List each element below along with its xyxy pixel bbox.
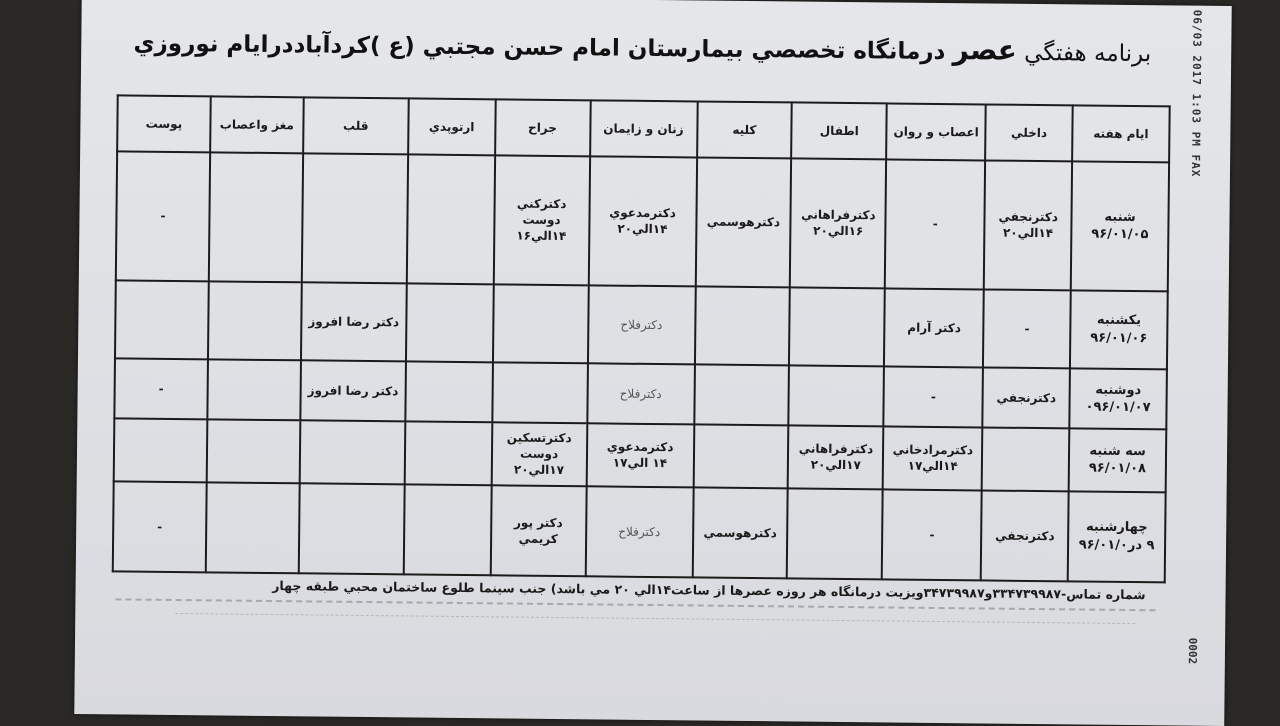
cell-text (699, 325, 786, 326)
cell-text: ۱۶الي۲۰ (813, 223, 864, 239)
fax-page-number: 0002 (1185, 637, 1200, 665)
schedule-table (112, 94, 1171, 583)
schedule-cell (790, 158, 886, 288)
cell-text (986, 459, 1065, 460)
cell-text: دكترفراهاني (798, 441, 874, 457)
day-date: ۹۶/۰۱/۰۶ (1090, 330, 1148, 346)
schedule-cell (405, 422, 492, 485)
schedule-cell (884, 366, 984, 427)
schedule-cell (490, 485, 586, 576)
cell-text (212, 389, 297, 390)
cell-text: دكترنجفي (996, 390, 1057, 406)
day-name: چهارشنبه (1085, 519, 1148, 536)
cell-text: ۱۴ الي۱۷ (612, 455, 668, 471)
cell-text (794, 326, 881, 327)
schedule-cell (299, 483, 405, 575)
cell-text: - (158, 381, 164, 396)
day-date: ۹۶/۰۱/۰۵ (1091, 226, 1149, 243)
schedule-cell (695, 286, 791, 365)
cell-text: دكترمدعوي (606, 439, 674, 455)
cell-text: - (1024, 321, 1030, 336)
cell-text (793, 396, 880, 397)
cell-text: دكترهوسمي (703, 525, 777, 540)
title-part2: درمانگاه تخصصي بيمارستان امام حسن مجتبي (ع )کردآباددرايام نوروزي (133, 30, 946, 66)
cell-text: دكترمرادخاني (892, 442, 974, 458)
schedule-cell (588, 156, 696, 286)
cell-text (497, 323, 584, 324)
day-date: ۹ در۹۶/۰۱/۰ (1078, 537, 1155, 554)
schedule-cell (300, 360, 406, 421)
day-name: يكشنبه (1096, 312, 1142, 329)
schedule-cell (404, 484, 492, 575)
cell-text: دكتر رضا افروز (307, 383, 399, 399)
cell-text: ۱۴الي۱۶ (516, 228, 567, 244)
schedule-cell (301, 282, 407, 361)
table-row (116, 151, 1169, 291)
cell-text: دكترفلاح (618, 524, 661, 539)
cell-text: دكترتسكين (506, 430, 572, 446)
cell-text (698, 456, 785, 457)
cell-text (306, 218, 403, 219)
cell-text: دكترنجفي (998, 209, 1058, 225)
cell-text: دكترهوسمي (706, 214, 781, 230)
cell-text (119, 319, 204, 320)
cell-text: ۱۴الي۲۰ (617, 221, 668, 237)
schedule-cell (982, 428, 1069, 491)
day-date: ۰۹۶/۰۱/۰۷ (1085, 399, 1151, 416)
cell-text: دوست (522, 212, 561, 228)
column-header: پوست (117, 95, 211, 152)
schedule-cell (789, 287, 885, 366)
schedule-cell (981, 490, 1069, 581)
cell-text: ۱۷الي۲۰ (513, 463, 565, 478)
cell-text: ۱۷الي۲۰ (810, 458, 861, 473)
cell-text: دكتركني (516, 196, 567, 212)
cell-text (118, 450, 203, 451)
cell-text: دكترفلاح (620, 317, 663, 332)
schedule-cell (208, 281, 302, 360)
column-header: جراح (495, 99, 590, 156)
schedule-cell (209, 152, 303, 282)
schedule-cell (788, 426, 884, 489)
schedule-cell (693, 425, 789, 488)
cell-text (408, 529, 487, 530)
cell-text: دكتر رضا افروز (308, 314, 400, 330)
column-header: اعصاب و روان (886, 103, 986, 160)
column-header: مغز واعصاب (210, 96, 303, 153)
cell-text: - (157, 519, 163, 534)
cell-text (698, 395, 785, 396)
schedule-cell (492, 362, 588, 423)
cell-text: - (160, 209, 166, 224)
schedule-cell (884, 288, 984, 367)
cell-text: دوست (519, 446, 559, 462)
cell-text: ۱۴الي۲۰ (1002, 225, 1054, 241)
cell-text: - (930, 389, 936, 404)
cell-text (792, 533, 879, 534)
dotted-rule-faint (175, 613, 1135, 624)
table-row (113, 481, 1166, 582)
column-header: اطفال (792, 102, 887, 159)
schedule-cell (406, 283, 494, 362)
column-header: ارتوپدي (408, 98, 495, 155)
cell-text: دكتر آرام (907, 320, 962, 335)
cell-text (304, 452, 401, 453)
cell-text (411, 219, 490, 220)
cell-text (212, 320, 297, 321)
schedule-cell (885, 159, 985, 289)
cell-text (210, 527, 295, 528)
day-name: سه شنبه (1089, 443, 1146, 460)
day-cell (1069, 368, 1167, 429)
schedule-cell (207, 420, 301, 483)
schedule-cell (787, 488, 883, 579)
cell-text (409, 392, 488, 393)
schedule-cell (692, 487, 788, 578)
cell-text (213, 217, 298, 218)
column-header: زنان و زايمان (590, 100, 698, 157)
schedule-cell (585, 486, 693, 578)
day-cell (1071, 161, 1169, 291)
schedule-cell (116, 151, 210, 281)
schedule-cell (493, 155, 589, 285)
day-name: دوشنبه (1095, 382, 1142, 398)
cell-text: دكتر پور (514, 515, 563, 530)
schedule-cell (115, 280, 209, 359)
schedule-cell (300, 421, 406, 484)
column-header: قلب (303, 97, 409, 154)
schedule-cell (789, 365, 885, 426)
title-emphasis: عصر (952, 33, 1018, 67)
day-date: ۹۶/۰۱/۰۸ (1088, 460, 1147, 477)
schedule-cell (302, 153, 408, 283)
table-row (114, 358, 1167, 429)
schedule-cell (883, 427, 983, 490)
schedule-cell (587, 363, 695, 424)
schedule-cell (695, 157, 791, 287)
fax-header-stamp: 06/03 2017 1:03 PM FAX (1188, 9, 1204, 178)
schedule-cell (114, 358, 208, 419)
cell-text: كريمي (518, 531, 558, 546)
table-row (115, 280, 1168, 369)
schedule-cell (586, 424, 694, 487)
title-part1: برنامه هفتگي (1024, 39, 1152, 68)
schedule-cell (983, 367, 1070, 428)
schedule-cell (113, 481, 207, 572)
cell-text: ۱۴الي۱۷ (907, 459, 958, 474)
cell-text (409, 453, 488, 454)
cell-text: دكترمدعوي (609, 205, 676, 221)
schedule-cell (206, 482, 300, 573)
column-header: داخلي (985, 104, 1072, 161)
column-header: ايام هفته (1072, 105, 1169, 162)
cell-text (496, 392, 583, 393)
cell-text (211, 451, 296, 452)
cell-text: دكترنجفي (995, 528, 1055, 543)
contact-note: شماره تماس-۳۳۴۷۳۹۹۸۷و۳۴۷۳۹۹۸۷ويزيت درمانگاه هر روزه عصرها از ساعت۱۴الي ۲۰ مي باشد) جنب سينما طلوع ساختمان محبي طبقه چهار (272, 578, 1146, 603)
schedule-cell (407, 154, 495, 284)
day-name: شنبه (1104, 209, 1136, 225)
schedule-cell (207, 359, 301, 420)
schedule-cell (984, 160, 1072, 290)
day-cell (1070, 290, 1168, 369)
cell-text: دكترفراهاني (801, 207, 876, 223)
cell-text (303, 528, 400, 529)
schedule-cell (114, 419, 208, 482)
schedule-cell (983, 289, 1071, 368)
cell-text: دكترفلاح (619, 386, 662, 402)
cell-text (410, 322, 489, 323)
schedule-cell (694, 364, 790, 425)
cell-text: - (929, 527, 935, 542)
cell-text: - (932, 217, 938, 232)
schedule-cell (405, 361, 492, 422)
schedule-cell (493, 284, 589, 363)
document-title (133, 25, 1152, 69)
table-row (114, 419, 1167, 492)
day-cell (1068, 491, 1166, 582)
schedule-cell (882, 489, 982, 580)
day-cell (1069, 429, 1167, 492)
schedule-cell (491, 423, 587, 486)
column-header: كليه (697, 101, 792, 158)
schedule-cell (588, 285, 696, 364)
fax-paper (74, 0, 1231, 726)
